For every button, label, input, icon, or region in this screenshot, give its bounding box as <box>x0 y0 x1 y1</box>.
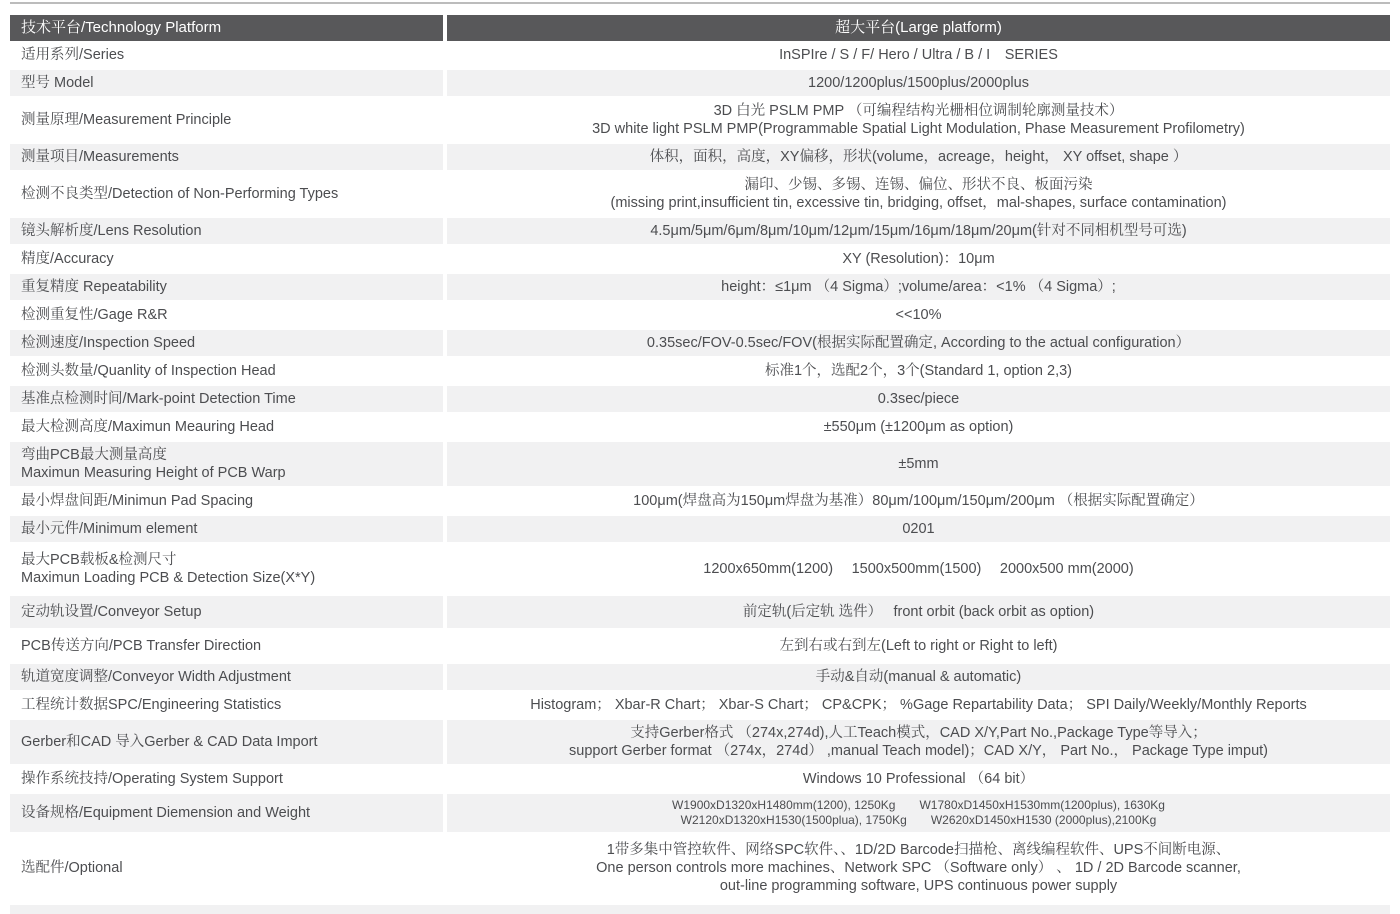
spec-value-cell <box>447 488 1390 514</box>
header-right-label: 超大平台(Large platform) <box>835 19 1002 36</box>
spec-label-cell <box>10 516 443 542</box>
spec-value: 3D 白光 PSLM PMP （可编程结构光栅相位调制轮廓测量技术） <box>713 103 1124 119</box>
spec-label: 检测重复性/Gage R&R <box>21 307 168 323</box>
spec-row-detection-types <box>10 172 1390 216</box>
spec-label: 最小焊盘间距/Minimun Pad Spacing <box>21 493 254 509</box>
spec-label: 测量项目/Measurements <box>21 149 179 165</box>
spec-label-cell <box>10 692 443 718</box>
spec-label-cell <box>10 246 443 272</box>
spec-value: support Gerber format （274x，274d） ,manual Teach model)；CAD X/Y， Part No.， Package Type imput) <box>569 743 1268 759</box>
spec-row-measurement-principle <box>10 98 1390 142</box>
spec-label: 弯曲PCB最大测量高度 <box>21 447 167 463</box>
spec-row-spc-statistics <box>10 692 1390 718</box>
spec-value: Histogram； Xbar-R Chart； Xbar-S Chart； CP&CPK； %Gage Repartability Data； SPI Daily/Weekly/Monthly Reports <box>530 697 1307 713</box>
spec-label-cell <box>10 144 443 170</box>
spec-value-cell <box>447 596 1390 628</box>
header-left-label: 技术平台/Technology Platform <box>21 19 222 36</box>
spec-label: 基准点检测时间/Mark-point Detection Time <box>21 391 296 407</box>
spec-label: 操作系统技持/Operating System Support <box>21 771 283 787</box>
spec-value-cell <box>447 246 1390 272</box>
spec-label: 最大检测高度/Maximun Meauring Head <box>21 419 275 435</box>
spec-row-width-adjustment <box>10 664 1390 690</box>
spec-value: 左到右或右到左(Left to right or Right to left) <box>779 638 1058 654</box>
spec-value-cell <box>447 42 1390 68</box>
spec-value-cell <box>447 414 1390 440</box>
spec-value: height：≤1μm （4 Sigma）;volume/area：<1% （4 Sigma）; <box>721 279 1116 295</box>
spec-label: Gerber和CAD 导入Gerber & CAD Data Import <box>21 734 318 750</box>
spec-value: <<10% <box>895 307 942 323</box>
spec-row-model <box>10 70 1390 96</box>
spec-value-cell <box>447 630 1390 662</box>
spec-row-lens-resolution <box>10 218 1390 244</box>
spec-value: InSPIre / S / F/ Hero / Ultra / B / I SERIES <box>779 47 1058 63</box>
spec-label-cell <box>10 442 443 486</box>
spec-value: 0201 <box>902 521 935 537</box>
spec-value: 3D white light PSLM PMP(Programmable Spatial Light Modulation, Phase Measurement Profilometry) <box>592 121 1245 137</box>
spec-label-cell <box>10 42 443 68</box>
spec-value: (missing print,insufficient tin, excessive tin, bridging, offset，mal-shapes, surface contamination) <box>610 195 1227 211</box>
bottom-stripe <box>10 905 1390 914</box>
spec-row-equipment-dimension <box>10 794 1390 832</box>
spec-label-cell <box>10 358 443 384</box>
spec-label: 检测头数量/Quanlity of Inspection Head <box>21 363 276 379</box>
top-divider <box>10 2 1390 4</box>
spec-row-repeatability <box>10 274 1390 300</box>
spec-table <box>10 2 1390 914</box>
spec-label-cell <box>10 70 443 96</box>
spec-value: 支持Gerber格式 （274x,274d),人工Teach模式，CAD X/Y,Part No.,Package Type等导入； <box>630 725 1207 741</box>
spec-label-cell <box>10 488 443 514</box>
spec-value-cell <box>447 834 1390 902</box>
spec-value: 标准1个，选配2个，3个(Standard 1, option 2,3) <box>764 363 1073 379</box>
spec-label: 工程统计数据SPC/Engineering Statistics <box>21 697 282 713</box>
spec-label: 重复精度 Repeatability <box>21 279 167 295</box>
spec-label: 设备规格/Equipment Diemension and Weight <box>21 805 311 821</box>
spec-value: W1900xD1320xH1480mm(1200), 1250Kg W1780xD1450xH1530mm(1200plus), 1630Kg <box>672 798 1165 812</box>
spec-label: 检测速度/Inspection Speed <box>21 335 196 351</box>
spec-row-pcb-warp <box>10 442 1390 486</box>
spec-label-cell <box>10 386 443 412</box>
spec-label-cell <box>10 274 443 300</box>
spec-value-cell <box>447 172 1390 216</box>
spec-label-cell <box>10 720 443 764</box>
spec-label: 测量原理/Measurement Principle <box>21 112 232 128</box>
spec-value-cell <box>447 98 1390 142</box>
table-header-row <box>10 15 1390 41</box>
header-cell-platform <box>10 15 443 41</box>
spec-label: 适用系列/Series <box>21 47 125 63</box>
spec-row-measurements <box>10 144 1390 170</box>
spec-value: ±5mm <box>898 456 939 472</box>
spec-value-cell <box>447 794 1390 832</box>
spec-value-cell <box>447 720 1390 764</box>
spec-value-cell <box>447 766 1390 792</box>
spec-label: Maximun Measuring Height of PCB Warp <box>21 465 286 481</box>
spec-label: 定动轨设置/Conveyor Setup <box>21 604 202 620</box>
spec-value: XY (Resolution)：10μm <box>842 251 995 267</box>
spec-value-cell <box>447 442 1390 486</box>
spec-value-cell <box>447 386 1390 412</box>
spec-value: 0.35sec/FOV-0.5sec/FOV(根据实际配置确定, According to the actual configuration） <box>646 335 1191 351</box>
spec-label-cell <box>10 664 443 690</box>
spec-row-markpoint-time <box>10 386 1390 412</box>
spec-value: 手动&自动(manual & automatic) <box>815 669 1022 685</box>
spec-row-gage-rr <box>10 302 1390 328</box>
spec-row-minimum-element <box>10 516 1390 542</box>
spec-label-cell <box>10 834 443 902</box>
spec-row-transfer-direction <box>10 630 1390 662</box>
spec-row-conveyor-setup <box>10 596 1390 628</box>
spec-label: 镜头解析度/Lens Resolution <box>21 223 202 239</box>
spec-label: 精度/Accuracy <box>21 251 114 267</box>
spec-value: One person controls more machines、Network SPC （Software only） 、 1D / 2D Barcode scanner, <box>596 860 1241 876</box>
spec-value: ±550μm (±1200μm as option) <box>823 419 1014 435</box>
spec-row-inspection-speed <box>10 330 1390 356</box>
spec-row-series <box>10 42 1390 68</box>
spec-row-optional <box>10 834 1390 902</box>
spec-value-cell <box>447 544 1390 594</box>
spec-row-pad-spacing <box>10 488 1390 514</box>
spec-value: 100μm(焊盘高为150μm焊盘为基准）80μm/100μm/150μm/200μm （根据实际配置确定） <box>633 493 1204 509</box>
spec-value: W2120xD1320xH1530(1500plua), 1750Kg W2620xD1450xH1530 (2000plus),2100Kg <box>680 813 1157 827</box>
spec-value-cell <box>447 144 1390 170</box>
spec-value: Windows 10 Professional （64 bit） <box>802 771 1035 787</box>
spec-label-cell <box>10 766 443 792</box>
spec-label-cell <box>10 544 443 594</box>
spec-value: 1200x650mm(1200) 1500x500mm(1500) 2000x500 mm(2000) <box>703 561 1134 577</box>
spec-value-cell <box>447 218 1390 244</box>
spec-row-gerber-cad-import <box>10 720 1390 764</box>
spec-row-inspection-heads <box>10 358 1390 384</box>
spec-value: 4.5μm/5μm/6μm/8μm/10μm/12μm/15μm/16μm/18μm/20μm(针对不同相机型号可选) <box>650 223 1187 239</box>
spec-value: 体积，面积，高度，XY偏移，形状(volume，acreage，height， XY offset, shape ） <box>649 149 1188 165</box>
spec-label-cell <box>10 98 443 142</box>
spec-label-cell <box>10 630 443 662</box>
spec-label: 检测不良类型/Detection of Non-Performing Types <box>21 186 339 202</box>
spec-label-cell <box>10 414 443 440</box>
spec-row-max-measuring-height <box>10 414 1390 440</box>
spec-value: 前定轨(后定轨 选件） front orbit (back orbit as option) <box>742 604 1095 620</box>
spec-label: 轨道宽度调整/Conveyor Width Adjustment <box>21 669 291 685</box>
spec-value: 漏印、少锡、多锡、连锡、偏位、形状不良、板面污染 <box>744 177 1093 193</box>
spec-label: 最小元件/Minimum element <box>21 521 198 537</box>
spec-label-cell <box>10 302 443 328</box>
spec-value-cell <box>447 664 1390 690</box>
spec-label-cell <box>10 794 443 832</box>
spec-value-cell <box>447 70 1390 96</box>
spec-label: PCB传送方向/PCB Transfer Direction <box>21 638 262 654</box>
spec-row-max-pcb-size <box>10 544 1390 594</box>
spec-value-cell <box>447 692 1390 718</box>
spec-row-os-support <box>10 766 1390 792</box>
spec-value-cell <box>447 516 1390 542</box>
spec-value-cell <box>447 330 1390 356</box>
spec-label: Maximun Loading PCB & Detection Size(X*Y) <box>21 570 316 586</box>
spec-value: out-line programming software, UPS continuous power supply <box>719 878 1118 894</box>
spec-label-cell <box>10 172 443 216</box>
spec-label-cell <box>10 330 443 356</box>
spec-value-cell <box>447 302 1390 328</box>
spec-value: 1带多集中管控软件、网络SPC软件、、1D/2D Barcode扫描枪、离线编程软件、UPS不间断电源、 <box>606 842 1231 858</box>
spec-row-accuracy <box>10 246 1390 272</box>
spec-value: 0.3sec/piece <box>877 391 960 407</box>
spec-value-cell <box>447 274 1390 300</box>
spec-value: 1200/1200plus/1500plus/2000plus <box>808 75 1029 91</box>
spec-label: 最大PCB载板&检测尺寸 <box>21 552 177 568</box>
spec-label-cell <box>10 218 443 244</box>
header-cell-large-platform <box>447 15 1390 41</box>
spec-label: 选配件/Optional <box>21 860 123 876</box>
spec-label: 型号 Model <box>21 75 94 91</box>
spec-value-cell <box>447 358 1390 384</box>
spec-label-cell <box>10 596 443 628</box>
